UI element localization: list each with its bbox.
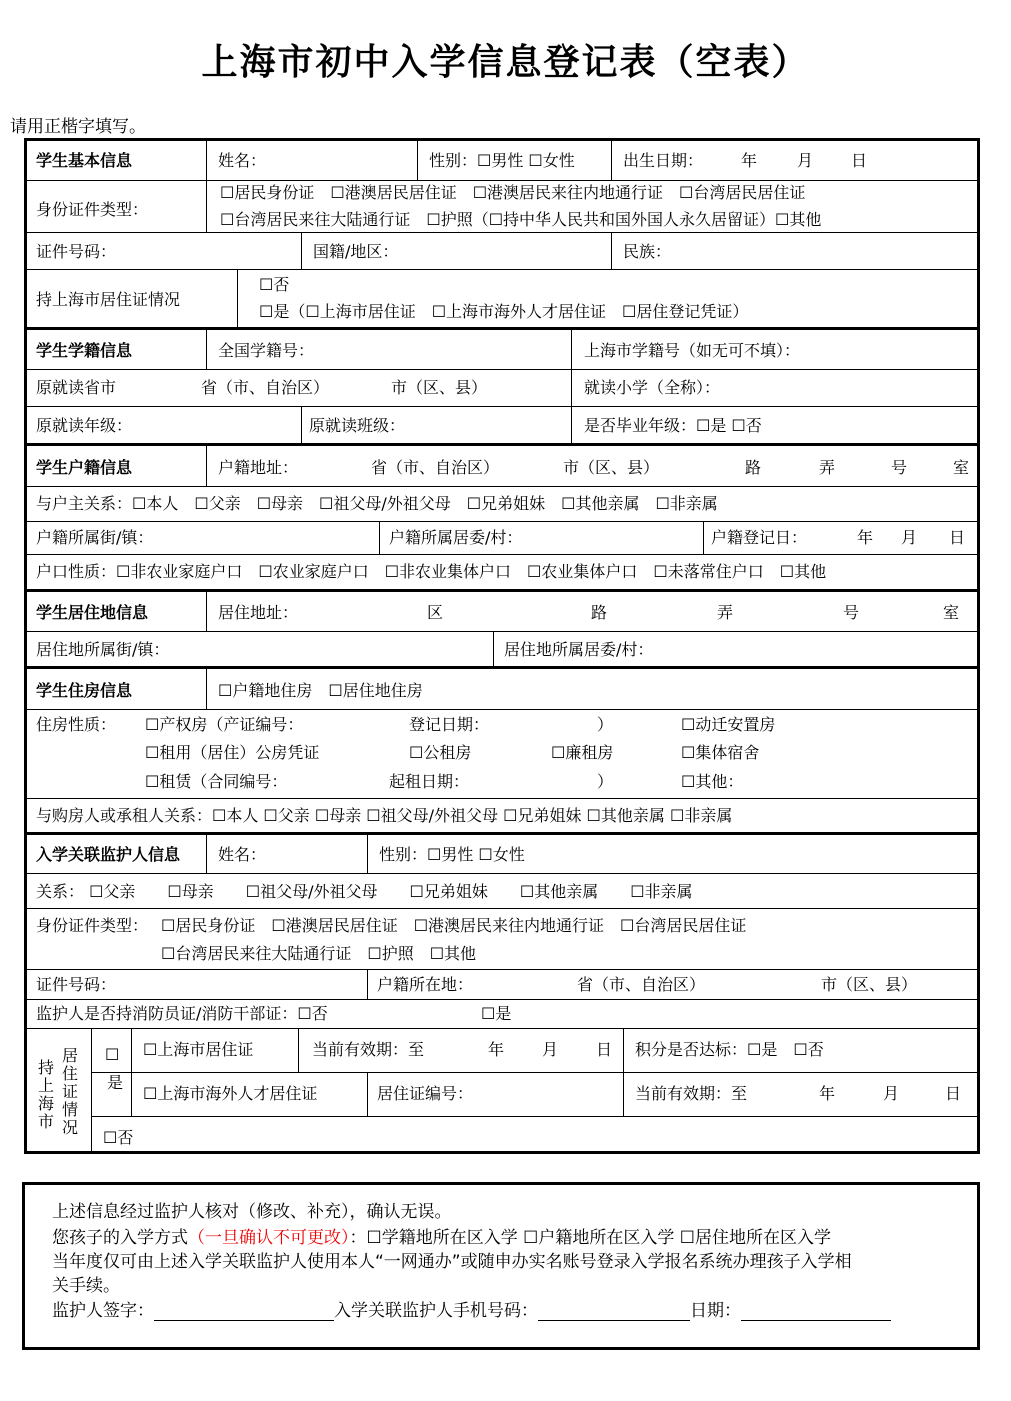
permit-no-option[interactable]: ☐否	[103, 1128, 134, 1147]
page-title: 上海市初中入学信息登记表（空表）	[201, 42, 810, 83]
guardian-permit-label-b: 居住证情况	[61, 1046, 78, 1137]
confirmation-box	[22, 1182, 980, 1350]
talent-permit-valid-day[interactable]: 日	[945, 1084, 962, 1103]
fill-hint: 请用正楷字填写。	[10, 117, 146, 137]
talent-permit-valid-month[interactable]: 月	[883, 1084, 900, 1103]
residence-district-field[interactable]: 区	[427, 603, 444, 622]
id-number-row	[27, 233, 977, 270]
housing-header-row	[27, 669, 977, 710]
confirm-statement: 上述信息经过监护人核对（修改、补充），确认无误。	[52, 1202, 452, 1222]
residence-street-row	[27, 632, 977, 669]
guardian-fire-row	[27, 1000, 977, 1029]
ethnicity-field[interactable]: 民族：	[623, 242, 672, 261]
permit-row-1	[91, 1029, 977, 1073]
id-type-row	[27, 181, 977, 233]
property-reg-date[interactable]: 登记日期：	[409, 715, 490, 734]
guardian-hukou-city[interactable]: 市（区、县）	[821, 975, 918, 994]
housing-nature-label: 住房性质：	[36, 715, 117, 734]
guardian-id-type-options-1[interactable]: ☐居民身份证 ☐港澳居民居住证 ☐港澳居民来往内地通行证 ☐台湾居民居住证	[161, 916, 747, 935]
other-housing-option[interactable]: ☐其他：	[681, 772, 744, 791]
id-type-label: 身份证件类型：	[36, 200, 149, 219]
public-rental-voucher-option[interactable]: ☐租用（居住）公房凭证	[145, 743, 320, 762]
guardian-relation-options[interactable]: 关系： ☐父亲 ☐母亲 ☐祖父母/外祖父母 ☐兄弟姐妹 ☐其他亲属 ☐非亲属	[36, 882, 693, 901]
hukou-reg-month[interactable]: 月	[901, 528, 918, 547]
system-notice-line2: 关手续。	[52, 1276, 120, 1296]
hukou-province-field[interactable]: 省（市、自治区）	[371, 458, 500, 477]
residence-address-label: 居住地址：	[218, 603, 299, 622]
residence-street-field[interactable]: 居住地所属街/镇：	[36, 640, 170, 659]
sh-permit-valid-day[interactable]: 日	[596, 1040, 613, 1059]
public-rental-option[interactable]: ☐公租房	[409, 743, 472, 762]
lease-start-date[interactable]: 起租日期：	[389, 772, 470, 791]
hukou-street-row	[27, 522, 977, 555]
hukou-street-field[interactable]: 户籍所属街/镇：	[36, 528, 154, 547]
talent-permit-option[interactable]: ☐上海市海外人才居住证	[143, 1084, 318, 1103]
guardian-id-type-label: 身份证件类型：	[36, 916, 149, 935]
guardian-gender-field[interactable]: 性别：☐男性 ☐女性	[379, 845, 525, 864]
hukou-room-field[interactable]: 室	[953, 458, 970, 477]
resettlement-option[interactable]: ☐动迁安置房	[681, 715, 776, 734]
residence-room-field[interactable]: 室	[943, 603, 960, 622]
orig-city-field[interactable]: 市（区、县）	[391, 378, 488, 397]
orig-school-row	[27, 370, 977, 407]
housing-options[interactable]: ☐户籍地住房 ☐居住地住房	[218, 681, 423, 700]
graduating-field[interactable]: 是否毕业年级：☐是 ☐否	[584, 416, 762, 435]
residence-header-row	[27, 592, 977, 632]
hukou-header-row	[27, 446, 977, 487]
enrollment-method-row	[52, 1228, 831, 1248]
orig-grade-field[interactable]: 原就读年级：	[36, 416, 133, 435]
primary-school-field[interactable]: 就读小学（全称）：	[584, 378, 721, 397]
guardian-id-number-row	[27, 970, 977, 1000]
enrollment-method-label: 您孩子的入学方式	[52, 1228, 188, 1248]
guardian-fire-yes[interactable]: ☐是	[481, 1004, 512, 1023]
guardian-id-type-options-2[interactable]: ☐台湾居民来往大陆通行证 ☐护照 ☐其他	[161, 944, 477, 963]
housing-relation-row	[27, 799, 977, 835]
id-type-options-1[interactable]: ☐居民身份证 ☐港澳居民居住证 ☐港澳居民来往内地通行证 ☐台湾居民居住证	[220, 183, 806, 202]
permit-yes-checkbox[interactable]: ☐	[105, 1045, 120, 1064]
section-school-title: 学生学籍信息	[36, 341, 133, 360]
section-housing-title: 学生住房信息	[36, 681, 133, 700]
hukou-reg-year[interactable]: 年	[857, 528, 874, 547]
hukou-reg-date-label: 户籍登记日：	[711, 528, 808, 547]
hukou-relation-options[interactable]: 与户主关系：☐本人 ☐父亲 ☐母亲 ☐祖父母/外祖父母 ☐兄弟姐妹 ☐其他亲属 ☐非亲属	[36, 494, 718, 513]
sh-permit-valid-year[interactable]: 年	[488, 1040, 505, 1059]
residence-lane-field[interactable]: 弄	[717, 603, 734, 622]
student-name-field[interactable]: 姓名：	[218, 151, 267, 170]
low-rent-option[interactable]: ☐廉租房	[551, 743, 614, 762]
section-residence-title: 学生居住地信息	[36, 603, 149, 622]
lease-option[interactable]: ☐租赁（合同编号：	[145, 772, 288, 791]
points-qualified-field[interactable]: 积分是否达标：☐是 ☐否	[635, 1040, 824, 1059]
residence-permit-no[interactable]: ☐否	[259, 275, 290, 294]
residence-number-field[interactable]: 号	[843, 603, 860, 622]
hukou-reg-day[interactable]: 日	[949, 528, 966, 547]
orig-province-label: 原就读省市	[36, 378, 117, 397]
hukou-address-label: 户籍地址：	[218, 458, 299, 477]
student-gender-field[interactable]: 性别：☐男性 ☐女性	[429, 151, 575, 170]
residence-permit-label: 持上海市居住证情况	[36, 290, 181, 309]
guardian-hukou-loc-label: 户籍所在地：	[377, 975, 474, 994]
enrollment-method-options[interactable]: ：☐学籍地所在区入学 ☐户籍地所在区入学 ☐居住地所在区入学	[349, 1228, 832, 1248]
property-housing-option[interactable]: ☐产权房（产证编号：	[145, 715, 304, 734]
date-label: 日期：	[690, 1301, 741, 1321]
permit-yes-label: 是	[107, 1073, 124, 1092]
guardian-header-row	[27, 835, 977, 874]
hukou-road-field[interactable]: 路	[745, 458, 762, 477]
guardian-permit-block	[27, 1029, 977, 1154]
hukou-relation-row	[27, 487, 977, 522]
system-notice-line1: 当年度仅可由上述入学关联监护人使用本人“一网通办”或随申办实名账号登录入学报名系统办理孩子入学相	[52, 1252, 852, 1272]
date-line[interactable]	[741, 1302, 891, 1321]
section-hukou-title: 学生户籍信息	[36, 458, 133, 477]
nationality-field[interactable]: 国籍/地区：	[313, 242, 399, 261]
residence-permit-yes[interactable]: ☐是（☐上海市居住证 ☐上海市海外人才居住证 ☐居住登记凭证）	[259, 302, 749, 321]
guardian-relation-row	[27, 874, 977, 909]
hukou-lane-field[interactable]: 弄	[819, 458, 836, 477]
talent-permit-valid-year[interactable]: 年	[819, 1084, 836, 1103]
guardian-hukou-province[interactable]: 省（市、自治区）	[577, 975, 706, 994]
lease-paren: ）	[597, 772, 614, 791]
irreversible-warning: （一旦确认不可更改）	[188, 1228, 350, 1248]
birth-date-label: 出生日期：	[623, 151, 704, 170]
guardian-signature-line[interactable]	[154, 1302, 334, 1321]
sh-permit-valid-month[interactable]: 月	[542, 1040, 559, 1059]
guardian-phone-line[interactable]	[538, 1302, 690, 1321]
guardian-name-field[interactable]: 姓名：	[218, 845, 267, 864]
guardian-id-type-row	[27, 909, 977, 970]
permit-row-2	[91, 1072, 977, 1117]
guardian-permit-label-a: 持上海市	[37, 1058, 54, 1131]
id-type-options-2[interactable]: ☐台湾居民来往大陆通行证 ☐护照（☐持中华人民共和国外国人永久居留证）☐其他	[220, 210, 822, 229]
residence-road-field[interactable]: 路	[591, 603, 608, 622]
grade-row	[27, 407, 977, 446]
shanghai-student-no-field[interactable]: 上海市学籍号（如无可不填）：	[584, 341, 801, 360]
housing-nature-row	[27, 710, 977, 799]
birth-year-label[interactable]: 年	[741, 151, 758, 170]
residence-committee-field[interactable]: 居住地所属居委/村：	[504, 640, 654, 659]
sh-permit-option[interactable]: ☐上海市居住证	[143, 1040, 254, 1059]
talent-permit-valid-label: 当前有效期：至	[635, 1084, 748, 1103]
housing-relation-options[interactable]: 与购房人或承租人关系：☐本人 ☐父亲 ☐母亲 ☐祖父母/外祖父母 ☐兄弟姐妹 ☐其他亲属 ☐非亲属	[36, 806, 733, 825]
birth-month-label[interactable]: 月	[797, 151, 814, 170]
id-number-field[interactable]: 证件号码：	[36, 242, 117, 261]
national-student-no-field[interactable]: 全国学籍号：	[218, 341, 315, 360]
property-paren: ）	[597, 715, 614, 734]
sh-permit-valid-label: 当前有效期：至	[312, 1040, 425, 1059]
hukou-type-row	[27, 555, 977, 592]
guardian-fire-no[interactable]: 监护人是否持消防员证/消防干部证：☐否	[36, 1004, 328, 1023]
registration-form	[24, 138, 980, 1154]
section-basic-title: 学生基本信息	[36, 151, 133, 170]
section-guardian-title: 入学关联监护人信息	[36, 845, 181, 864]
guardian-signature-label: 监护人签字：	[52, 1301, 154, 1321]
orig-province-field[interactable]: 省（市、自治区）	[201, 378, 330, 397]
school-header-row	[27, 330, 977, 370]
guardian-id-number-field[interactable]: 证件号码：	[36, 975, 117, 994]
dorm-option[interactable]: ☐集体宿舍	[681, 743, 760, 762]
residence-permit-row	[27, 270, 977, 330]
guardian-phone-label: 入学关联监护人手机号码：	[334, 1301, 538, 1321]
birth-day-label[interactable]: 日	[851, 151, 868, 170]
hukou-number-field[interactable]: 号	[891, 458, 908, 477]
hukou-city-field[interactable]: 市（区、县）	[563, 458, 660, 477]
signature-row	[52, 1301, 891, 1321]
hukou-type-options[interactable]: 户口性质：☐非农业家庭户口 ☐农业家庭户口 ☐非农业集体户口 ☐农业集体户口 ☐未落常住户口 ☐其他	[36, 562, 827, 581]
orig-class-field[interactable]: 原就读班级：	[309, 416, 406, 435]
permit-number-field[interactable]: 居住证编号：	[377, 1084, 474, 1103]
hukou-committee-field[interactable]: 户籍所属居委/村：	[389, 528, 523, 547]
basic-header-row	[27, 141, 977, 181]
